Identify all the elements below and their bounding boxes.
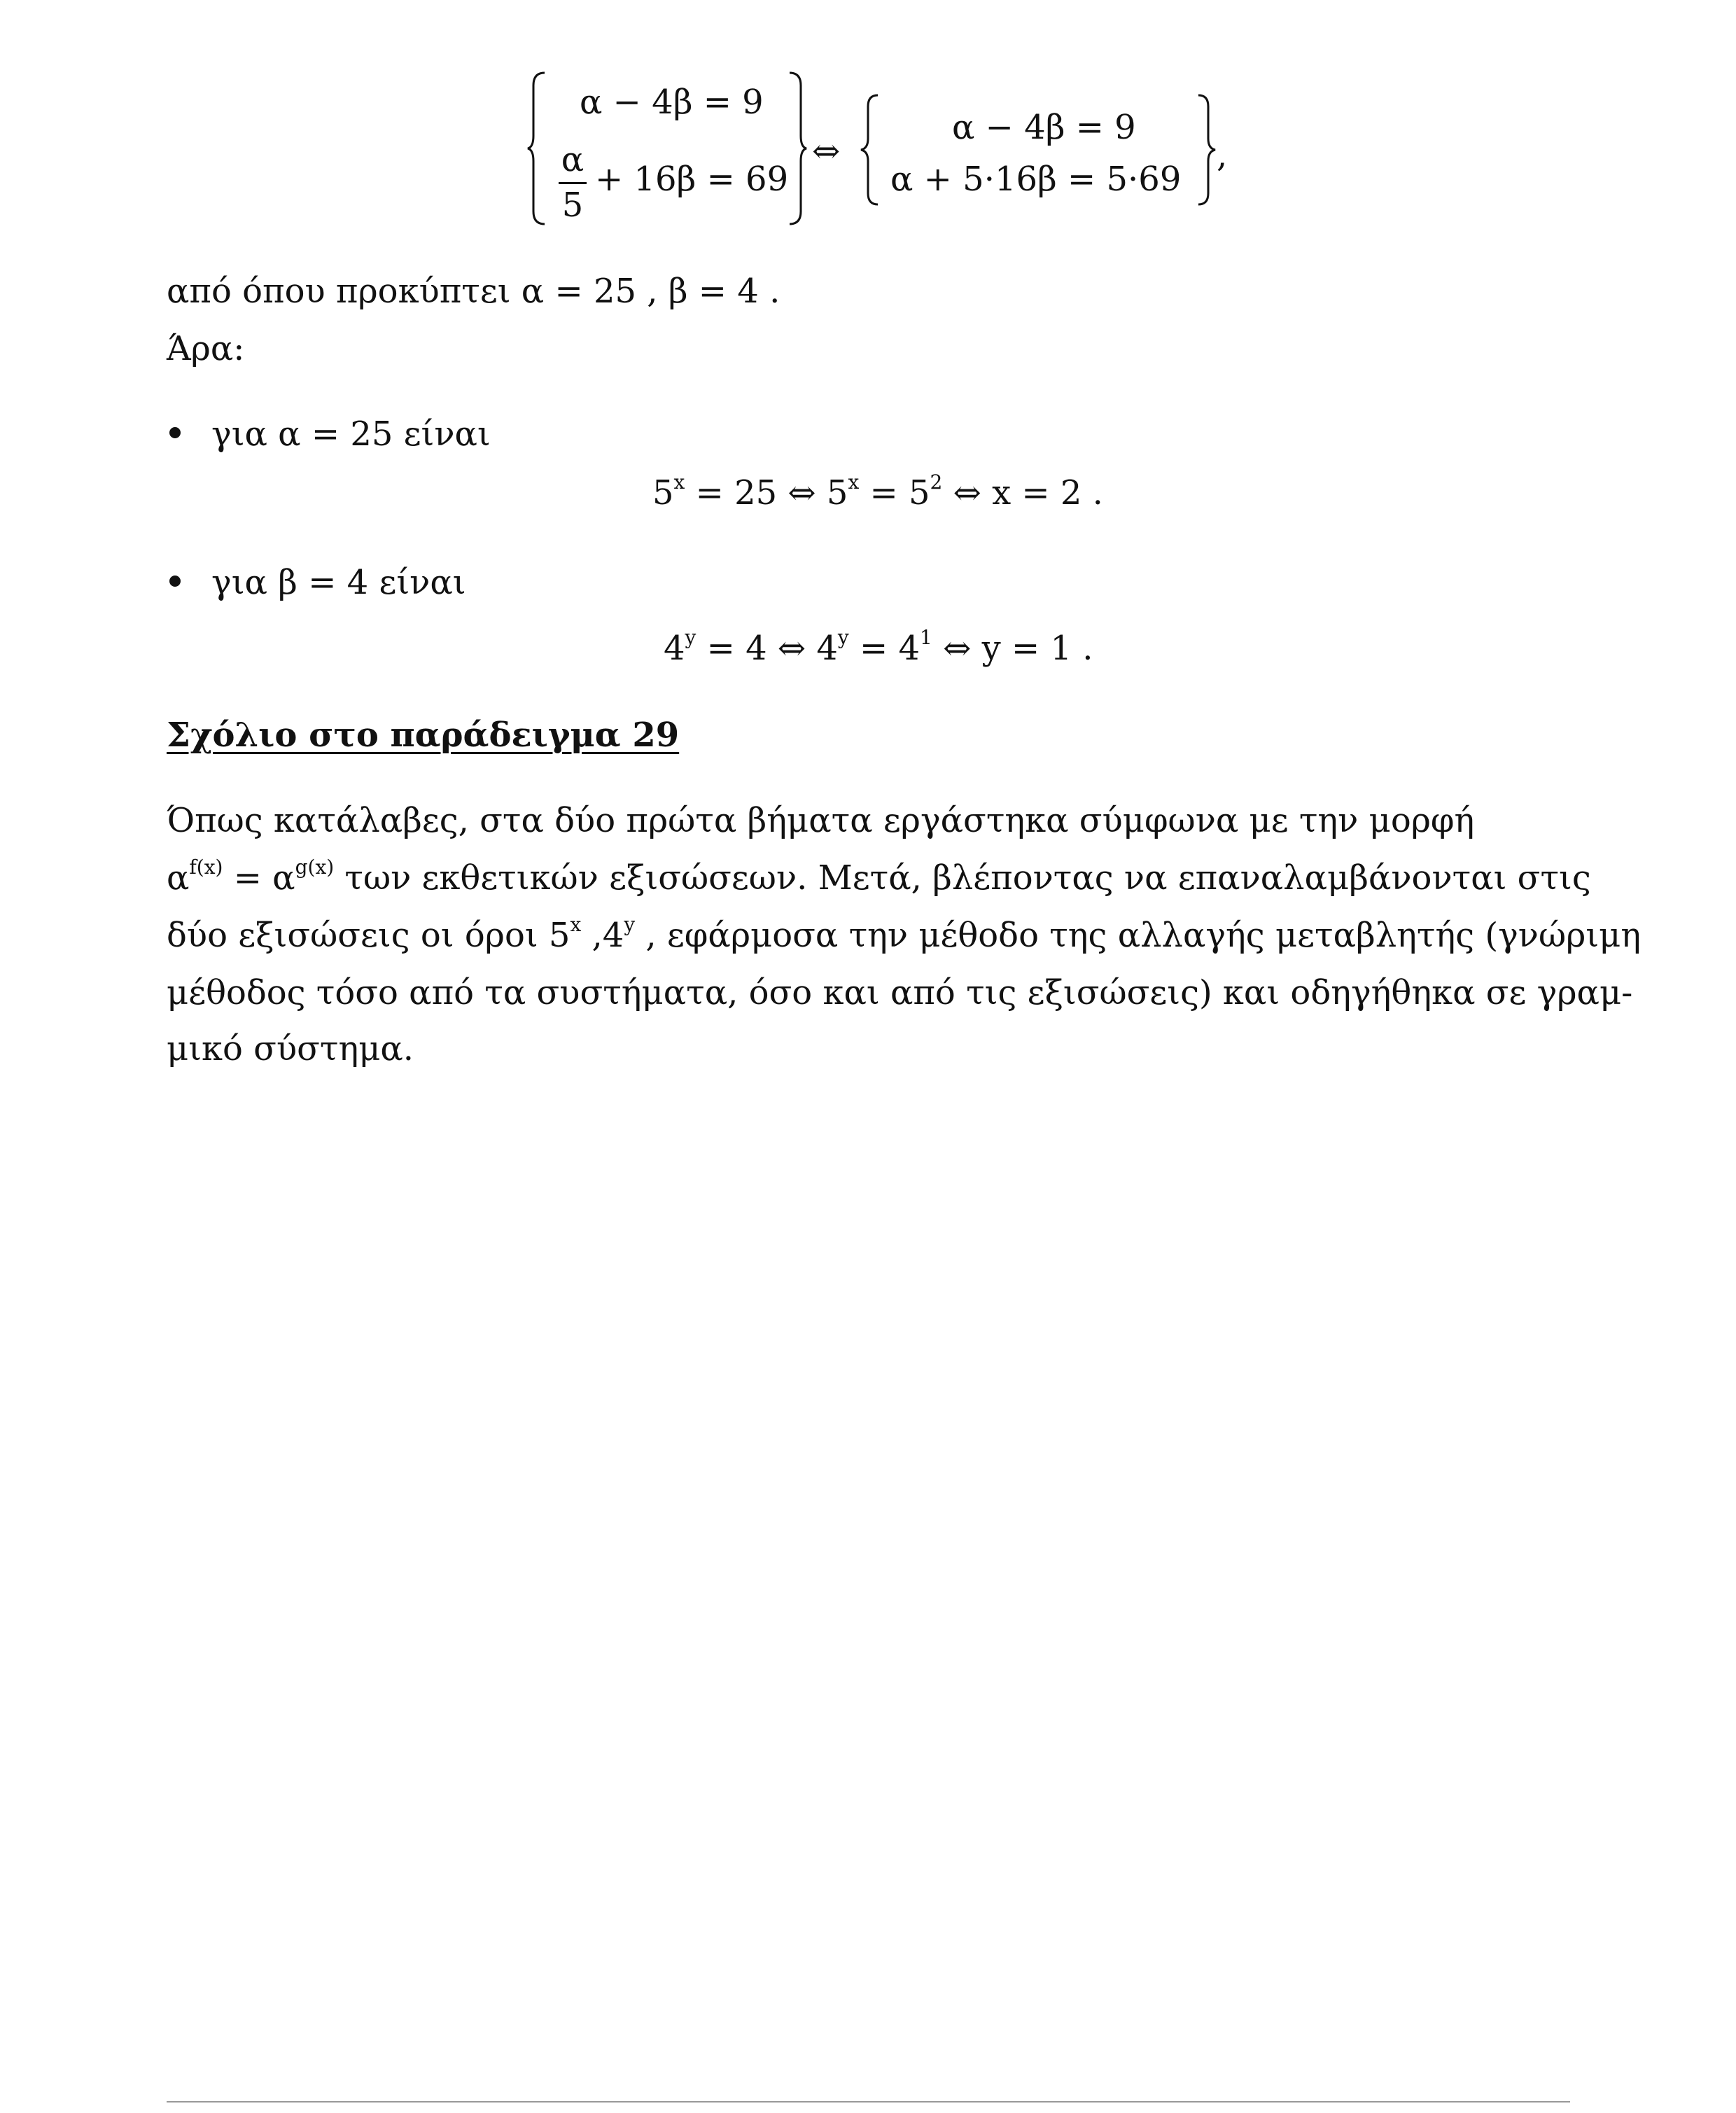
equivalence-symbol: ⇔ [812, 132, 841, 171]
eq-part: = 4 ⇔ 4 [696, 629, 838, 668]
left-system-fraction [559, 140, 587, 225]
eq-exponent: y [837, 626, 849, 649]
eq-exponent: 2 [930, 470, 943, 494]
text-part: , εφάρμοσα την μέθοδο της αλλαγής μεταβλητής (γνώριμη [635, 916, 1642, 955]
text-part: = α [223, 858, 295, 898]
eq-exponent: 1 [920, 626, 932, 649]
bullet-marker [169, 576, 181, 587]
right-system-close-brace [1196, 94, 1217, 206]
fraction-bar [559, 182, 587, 184]
text-part: α [167, 858, 190, 898]
text-part: των εκθετικών εξισώσεων. Μετά, βλέποντας να επαναλαμβάνονται στις [334, 858, 1591, 898]
eq-exponent: x [848, 470, 860, 494]
text-part: ,4 [581, 916, 624, 955]
eq-part: = 5 [859, 473, 930, 512]
paragraph-line-1: Όπως κατάλαβες, στα δύο πρώτα βήματα εργάστηκα σύμφωνα με την μορφή [167, 801, 1475, 840]
eq-part: ⇔ y = 1 . [932, 629, 1093, 668]
left-system-eq1: α − 4β = 9 [580, 83, 764, 122]
bullet1-equation [652, 470, 1103, 512]
ara-label: Άρα: [167, 329, 245, 368]
paragraph-line-2 [167, 856, 1591, 898]
bullet1-text: για α = 25 είναι [211, 414, 491, 454]
eq-part: 4 [664, 629, 685, 668]
eq-part: ⇔ x = 2 . [942, 473, 1103, 512]
eq-exponent: y [685, 626, 696, 649]
result-line: από όπου προκύπτει α = 25 , β = 4 . [167, 272, 780, 311]
comment-heading: Σχόλιο στο παράδειγμα 29 [167, 716, 680, 755]
paragraph-line-3 [167, 913, 1642, 955]
bullet2-equation [664, 626, 1093, 668]
fraction-denominator: 5 [561, 186, 584, 225]
eq-exponent: x [673, 470, 685, 494]
right-system-open-brace [860, 94, 881, 206]
exponent: x [570, 913, 582, 936]
text-part: δύο εξισώσεις οι όροι 5 [167, 916, 570, 955]
footer-divider [167, 2101, 1570, 2102]
exponent: y [624, 913, 636, 936]
fraction-numerator: α [561, 140, 584, 179]
exponent: g(x) [295, 856, 335, 879]
right-system-eq2: α + 5·16β = 5·69 [890, 160, 1182, 199]
left-system-close-brace [787, 71, 808, 225]
system-trailing-comma: , [1217, 136, 1228, 175]
left-system-eq2: + 16β = 69 [595, 160, 789, 199]
paragraph-line-5: μικό σύστημα. [167, 1029, 414, 1068]
bullet-marker [169, 427, 181, 438]
eq-part: 5 [652, 473, 674, 512]
bullet2-text: για β = 4 είναι [211, 563, 466, 602]
paragraph-line-4: μέθοδος τόσο από τα συστήματα, όσο και από τις εξισώσεις) και οδηγήθηκα σε γραμ- [167, 973, 1633, 1012]
eq-part: = 25 ⇔ 5 [685, 473, 848, 512]
left-system-open-brace [526, 71, 547, 225]
right-system-eq1: α − 4β = 9 [952, 108, 1136, 147]
eq-part: = 4 [848, 629, 920, 668]
exponent: f(x) [189, 856, 223, 879]
